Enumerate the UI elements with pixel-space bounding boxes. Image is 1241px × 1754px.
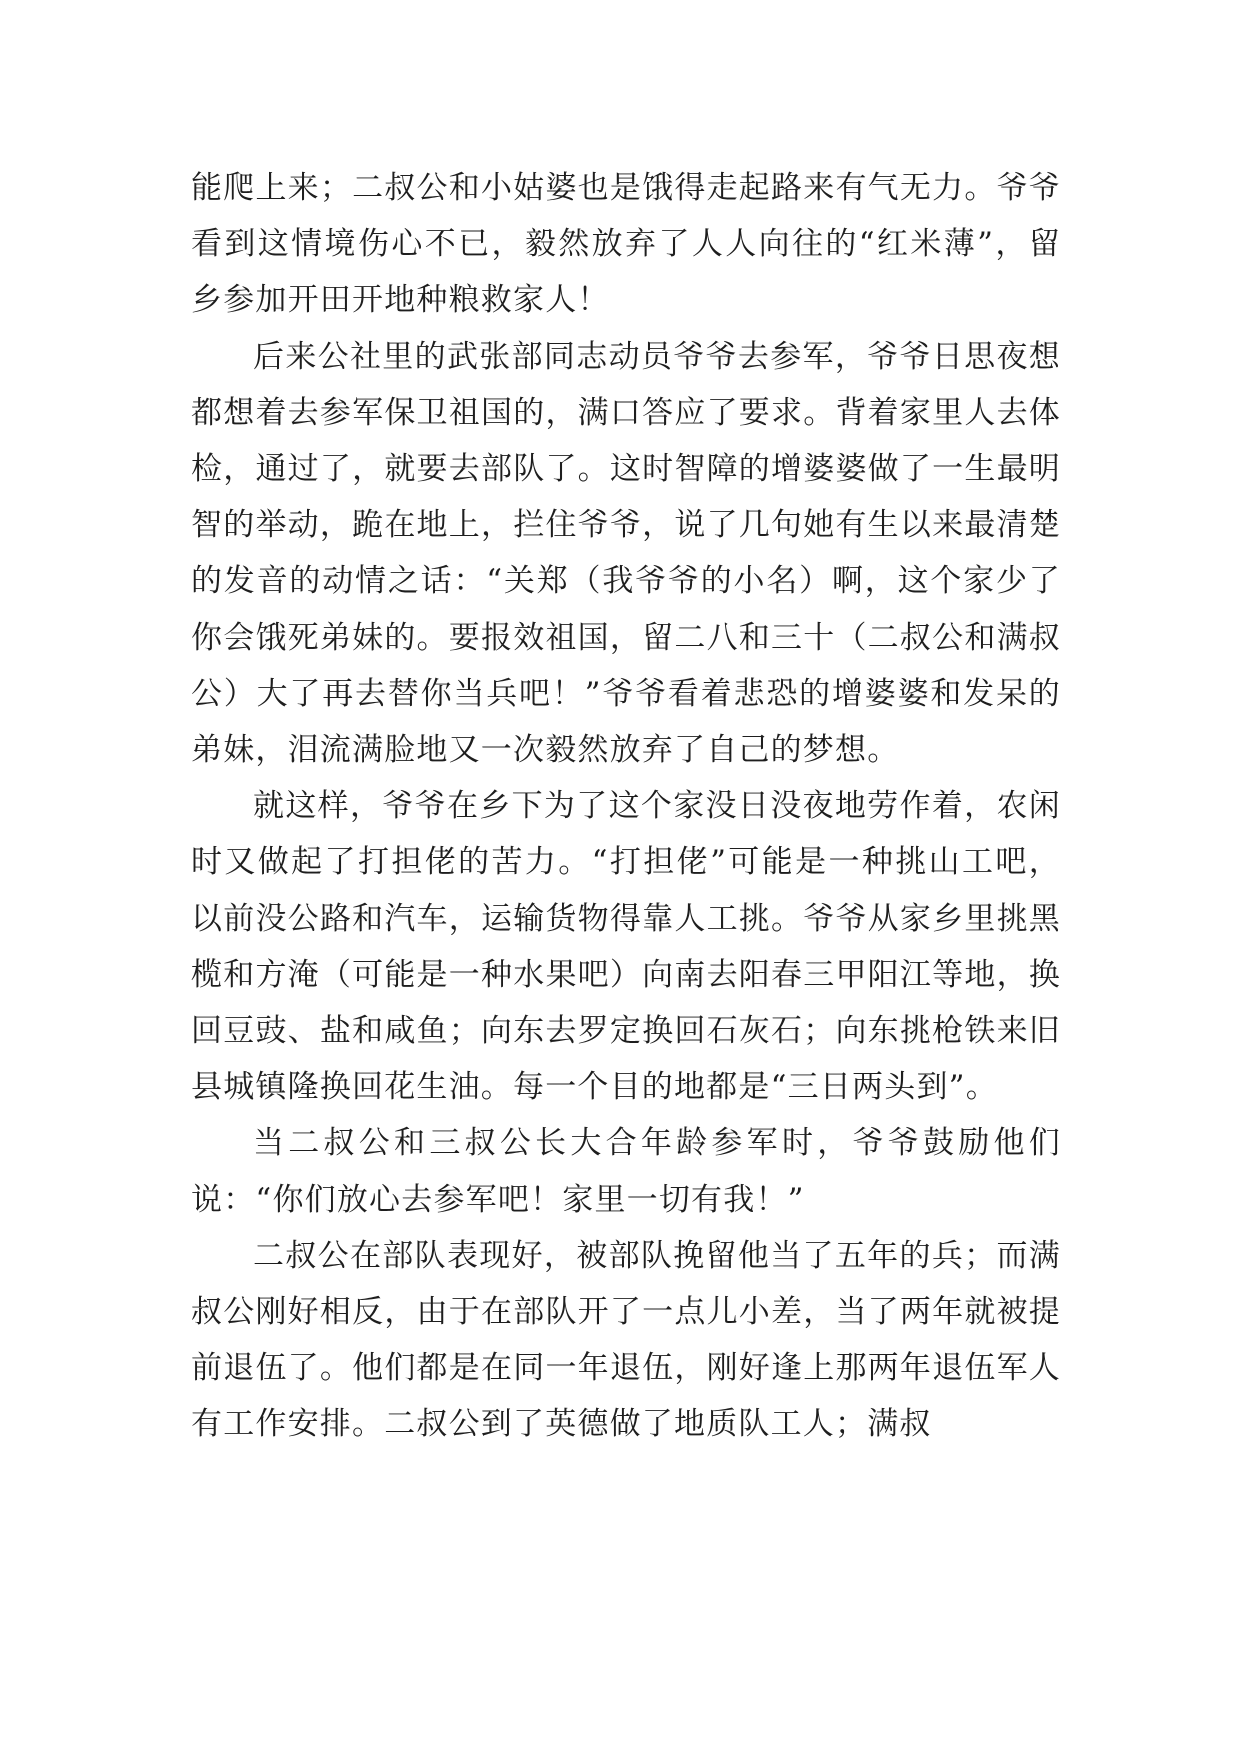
paragraph-1: 能爬上来；二叔公和小姑婆也是饿得走起路来有气无力。爷爷看到这情境伤心不已，毅然放弃了人人向往的“红米薄”，留乡参加开田开地种粮救家人！: [191, 170, 1061, 319]
paragraph-5: 二叔公在部队表现好，被部队挽留他当了五年的兵；而满叔公刚好相反，由于在部队开了一点儿小差，当了两年就被提前退伍了。他们都是在同一年退伍，刚好逢上那两年退伍军人有工作安排。二叔公到了英德做了地质队工人；满叔: [191, 1237, 1061, 1443]
paragraph-2: 后来公社里的武张部同志动员爷爷去参军，爷爷日思夜想都想着去参军保卫祖国的，满口答应了要求。背着家里人去体检，通过了，就要去部队了。这时智障的增婆婆做了一生最明智的举动，跪在地上，拦住爷爷，说了几句她有生以来最清楚的发音的动情之话：“关郑（我爷爷的小名）啊，这个家少了你会饿死弟妹的。要报效祖国，留二八和三十（二叔公和满叔公）大了再去替你当兵吧！”爷爷看着悲恐的增婆婆和发呆的弟妹，泪流满脸地又一次毅然放弃了自己的梦想。: [191, 338, 1061, 769]
paragraph-3: 就这样，爷爷在乡下为了这个家没日没夜地劳作着，农闲时又做起了打担佬的苦力。“打担佬”可能是一种挑山工吧，以前没公路和汽车，运输货物得靠人工挑。爷爷从家乡里挑黑榄和方淹（可能是一种水果吧）向南去阳春三甲阳江等地，换回豆豉、盐和咸鱼；向东去罗定换回石灰石；向东挑枪铁来旧县城镇隆换回花生油。每一个目的地都是“三日两头到”。: [191, 788, 1061, 1106]
body-text: [191, 160, 1061, 1453]
paragraph-4: 当二叔公和三叔公长大合年龄参军时，爷爷鼓励他们说：“你们放心去参军吧！家里一切有我！”: [191, 1125, 1061, 1218]
